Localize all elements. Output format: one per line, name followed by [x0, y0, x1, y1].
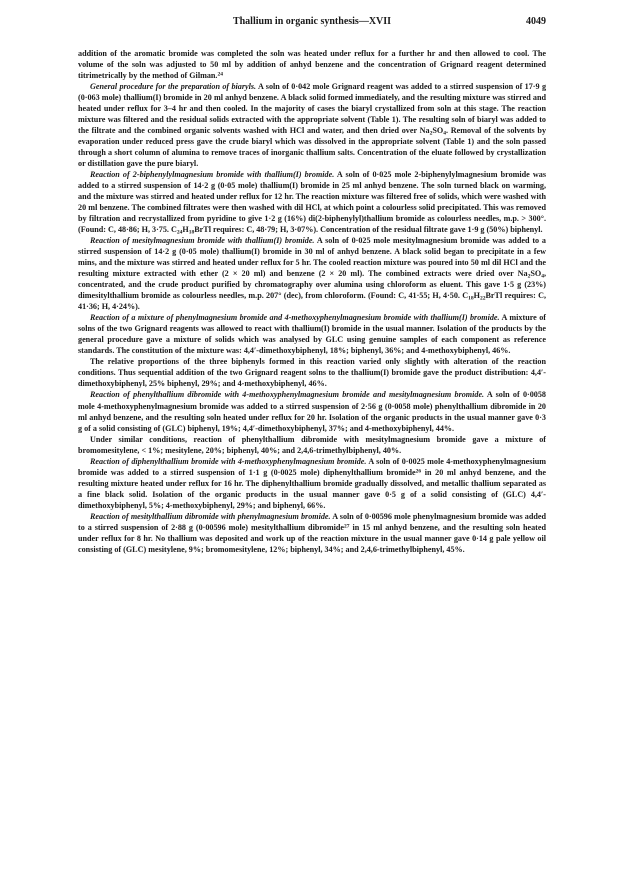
section-heading: Reaction of 2-biphenylylmagnesium bromide with thallium(I) bromide. [90, 170, 335, 180]
paragraph-diphenylthallium-reaction: Reaction of diphenylthallium bromide with 4-methoxyphenylmagnesium bromide. A soln of 0·0025 mole 4-methoxyphenylmagnesium bromide was added to a stirred suspension of 1·1 g (0·0025 mole) diphenylthallium bromide$^{26}$ in 20 ml anhyd benzene, and the resulting mixture heated under reflux for 16 hr. The diphenylthallium bromide gradually dissolved, and metallic thallium separated as a fine black solid. Isolation of the organic products in the usual manner gave 0·5 g of a solid consisting of (GLC) 4,4′-dimethoxybiphenyl, 5%; 4-methoxybiphenyl, 29%; and biphenyl, 66%. [78, 456, 546, 510]
paragraph-grignard-preparation: addition of the aromatic bromide was completed the soln was heated under reflux for a further hr and then allowed to cool. The volume of the soln was adjusted to 50 ml by addition of anhyd benzene and the concentration of Grignard reagent determined titrimetrically by the method of Gilman.$^{24}$ [78, 49, 546, 81]
section-heading: Reaction of phenylthallium dibromide with 4-methoxyphenylmagnesium bromide and mesitylmagnesium bromide. [90, 390, 485, 400]
reference-marker: 27 [344, 523, 350, 530]
paragraph-phenylthallium-reaction: Reaction of phenylthallium dibromide with 4-methoxyphenylmagnesium bromide and mesitylmagnesium bromide. A soln of 0·0058 mole 4-methoxyphenylmagnesium bromide was added to a stirred suspension of 2·56 g (0·0058 mole) phenylthallium dibromide in 20 ml anhyd benzene, and the resulting soln heated under reflux for 20 hr. Isolation of the organic products in the usual manner gave 0·3 g of a solid consisting of (GLC) biphenyl, 19%; 4,4′-dimethoxybiphenyl, 37%; and 4-methoxybiphenyl, 44%. [78, 390, 546, 433]
section-heading: Reaction of a mixture of phenylmagnesium bromide and 4-methoxyphenylmagnesium bromide with thallium(I) bromide. [90, 313, 500, 323]
section-heading: Reaction of mesitylthallium dibromide with phenylmagnesium bromide. [90, 511, 331, 521]
paragraph-similar-conditions: Under similar conditions, reaction of phenylthallium dibromide with mesitylmagnesium bromide gave a mixture of bromomesitylene, < 1%; mesitylene, 20%; biphenyl, 40%; and 2,4,6-trimethylbiphenyl, 40%. [78, 434, 546, 455]
section-heading: Reaction of diphenylthallium bromide with 4-methoxyphenylmagnesium bromide. [90, 456, 367, 466]
section-heading: General procedure for the preparation of biaryls. [90, 82, 257, 92]
page-number: 4049 [526, 16, 546, 27]
paragraph-mixed-grignard-reaction: Reaction of a mixture of phenylmagnesium bromide and 4-methoxyphenylmagnesium bromide with thallium(I) bromide. A mixture of solns of the two Grignard reagents was allowed to react with thallium(I) bromide in the usual manner. Isolation of the products by the general procedure gave a mixture of solids which was analysed by GLC using genuine samples of each component as reference standards. The constitution of the mixture was: 4,4′-dimethoxybiphenyl, 18%; biphenyl, 36%; and 4-methoxybiphenyl, 46%. [78, 313, 546, 356]
paragraph-relative-proportions: The relative proportions of the three biphenyls formed in this reaction varied only slightly with alteration of the reaction conditions. Thus sequential addition of the two Grignard reagent solns to the thallium(I) bromide gave the product distribution: 4,4′-dimethoxybiphenyl, 25% biphenyl, 29%; and 4-methoxybiphenyl, 46%. [78, 357, 546, 389]
paragraph-mesitylthallium-reaction: Reaction of mesitylthallium dibromide with phenylmagnesium bromide. A soln of 0·00596 mole phenylmagnesium bromide was added to a stirred suspension of 2·88 g (0·00596 mole) mesitylthallium dibromide$^{27}$ in 15 ml anhyd benzene, and the resulting soln heated under reflux for 8 hr. No thallium was deposited and work up of the reaction mixture in the usual manner gave 0·14 g pale yellow oil consisting of (GLC) mesitylene, 9%; bromomesitylene, 12%; biphenyl, 34%; and 2,4,6-trimethylbiphenyl, 45%. [78, 511, 547, 554]
paragraph-mesityl-reaction: Reaction of mesitylmagnesium bromide with thallium(I) bromide. A soln of 0·025 mole mesitylmagnesium bromide was added to a stirred suspension of 14·2 g (0·05 mole) thallium(I) bromide in 30 ml of anhyd benzene. A black solid began to precipitate in a few mins, and the mixture was stirred and heated under reflux for 5 hr. The cooled reaction mixture was poured into 50 ml dil HCl and the resulting mixture extracted with ether (2 × 20 ml) and benzene (2 × 20 ml). The combined extracts were dried over $Na_2SO_4$, concentrated, and the crude product purified by chromatography over alumina using chloroform as eluent. This gave 1·5 g (23%) dimesitylthallium bromide as colourless needles, m.p. 207° (dec), from chloroform. (Found: C, 41·55; H, 4·50. $C_{18}H_{22}BrTl$ requires: C, 41·36; H, 4·24%). [78, 236, 546, 312]
article-body [78, 48, 546, 555]
section-heading: Reaction of mesitylmagnesium bromide with thallium(I) bromide. [90, 236, 315, 246]
paragraph-biphenylyl-reaction: Reaction of 2-biphenylylmagnesium bromide with thallium(I) bromide. A soln of 0·025 mole 2-biphenylylmagnesium bromide was added to a stirred suspension of 14·2 g (0·05 mole) thallium(I) bromide in 25 ml anhyd benzene. The soln turned black on warming, and the mixture was stirred and heated under reflux for 12 hr. The reaction mixture was filtered free of solids, which were washed with 20 ml benzene. The combined filtrates were then washed with dil HCl, at which point a colourless solid precipitated. This was removed by filtration and recrystallized from pyridine to give 1·2 g (16%) di(2-biphenylyl)thallium bromide as colourless needles, m.p. > 300°. (Found: C, 48·86; H, 3·75. $C_{24}H_{18}BrTl$ requires: C, 48·79; H, 3·07%). Concentration of the residual filtrate gave 1·9 g (50%) biphenyl. [78, 170, 547, 236]
running-title: Thallium in organic synthesis—XVII [232, 16, 392, 27]
reference-marker: 26 [415, 468, 422, 475]
running-header [78, 16, 546, 30]
paragraph-general-procedure: General procedure for the preparation of biaryls. A soln of 0·042 mole Grignard reagent was added to a stirred suspension of 17·9 g (0·063 mole) thallium(I) bromide in 20 ml anhyd benzene. A black solid formed immediately, and the resulting mixture was stirred and heated under reflux for 3–4 hr and then cooled. In the majority of cases the biaryl crystallized from soln at this stage. The reaction mixture was filtered and the residual solids extracted with the appropriate solvent (Table 1). The resulting soln of biaryl was added to the filtrate and the combined organic solvents washed with HCl and water, and then dried over $Na_2SO_4$. Removal of the solvents by evaporation under reduced press gave the crude biaryl which was dissolved in the appropriate solvent (Table 1) and the soln passed through a short column of alumina to remove traces of inorganic thallium salts. Concentration of the eluate followed by crystallization or distillation gave the pure biaryl. [78, 82, 547, 169]
reference-marker: 24 [217, 71, 223, 78]
